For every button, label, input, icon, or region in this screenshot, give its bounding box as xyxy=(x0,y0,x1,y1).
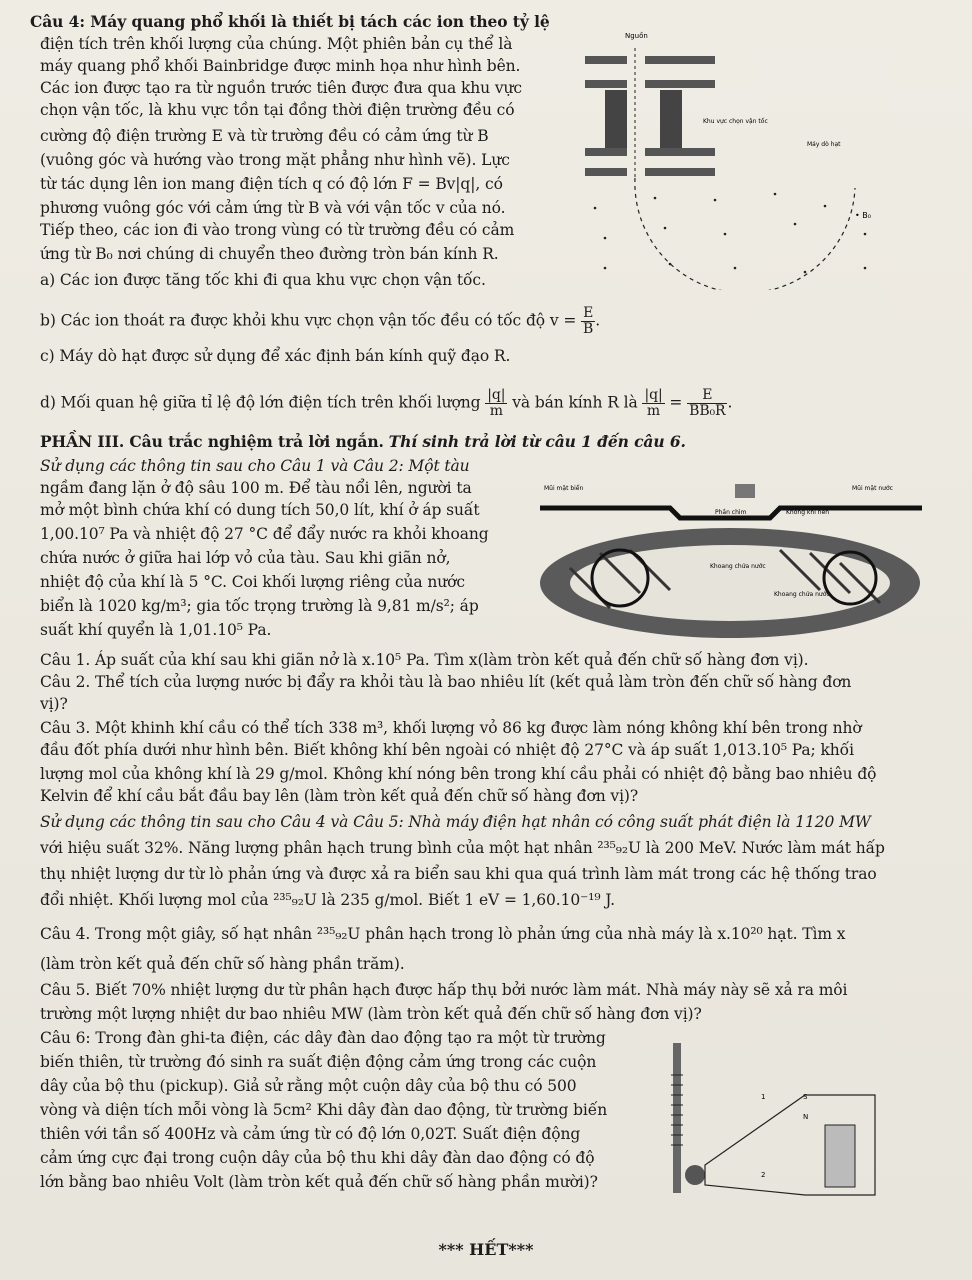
plate xyxy=(645,80,715,88)
sub-label-tank: Khoang chứa nước xyxy=(710,563,766,570)
fig-label-n: N xyxy=(803,1113,809,1121)
plate xyxy=(645,168,715,176)
guitar-string xyxy=(673,1043,681,1193)
q4-option-c: c) Máy dò hạt được sử dụng để xác định bán kính quỹ đạo R. xyxy=(40,347,511,365)
fig-b0-label: • B₀ xyxy=(855,211,871,220)
sub-label-water: Mũi mặt nước xyxy=(852,485,893,492)
q4-line-6: cường độ điện trường E và từ trường đều có cảm ứng từ B xyxy=(40,127,489,145)
q5-line-2: trường một lượng nhiệt dư bao nhiêu MW (làm tròn kết quả đến chữ số hàng đơn vị)? xyxy=(40,1005,702,1023)
info12-line-8: suất khí quyển là 1,01.10⁵ Pa. xyxy=(40,621,272,639)
info45-line-2: với hiệu suất 32%. Năng lượng phân hạch trung bình của một hạt nhân ²³⁵₉₂U là 200 MeV. Nước làm mát hấp xyxy=(40,839,885,857)
plate xyxy=(585,168,627,176)
q4-line-2: điện tích trên khối lượng của chúng. Một phiên bản cụ thể là xyxy=(40,35,513,53)
q6-line-4: vòng và diện tích mỗi vòng là 5cm² Khi dây đàn dao động, từ trường biến xyxy=(40,1101,608,1119)
q6-line-6: cảm ứng cực đại trong cuộn dây của bộ thu khi dây đàn dao động có độ xyxy=(40,1149,595,1167)
sub-label-hull: Phần chìm xyxy=(715,509,747,516)
selector-plate-right xyxy=(660,90,682,148)
sub-label-air: Không khí nén xyxy=(786,509,830,516)
q4-line-11: ứng từ B₀ nơi chúng di chuyển theo đường tròn bán kính R. xyxy=(40,245,499,263)
q4-line-9: phương vuông góc với cảm ứng từ B và với vận tốc v của nó. xyxy=(40,199,506,217)
info45-line-1: Sử dụng các thông tin sau cho Câu 4 và Câu 5: Nhà máy điện hạt nhân có công suất phát điện là 1120 MW xyxy=(40,813,871,831)
info45-line-4: đổi nhiệt. Khối lượng mol của ²³⁵₉₂U là 235 g/mol. Biết 1 eV = 1,60.10⁻¹⁹ J. xyxy=(40,891,615,909)
sub-label-sea: Mũi mặt biển xyxy=(544,485,584,492)
fig-source-label: Nguồn xyxy=(625,32,648,40)
info12-line-5: chứa nước ở giữa hai lớp vỏ của tàu. Sau khi giãn nở, xyxy=(40,549,451,567)
q3-line-2: đầu đốt phía dưới như hình bên. Biết không khí bên ngoài có nhiệt độ 27°C và áp suất 1,013.10⁵ Pa; khối xyxy=(40,741,854,759)
q2-line-1: Câu 2. Thể tích của lượng nước bị đẩy ra khỏi tàu là bao nhiêu lít (kết quả làm tròn đến chữ số hàng đơn xyxy=(40,673,852,691)
selector-plate-left xyxy=(605,90,627,148)
q4b-line-2: (làm tròn kết quả đến chữ số hàng phần trăm). xyxy=(40,955,405,973)
plate xyxy=(585,148,627,156)
q4-line-4: Các ion được tạo ra từ nguồn trước tiên được đưa qua khu vực xyxy=(40,79,523,97)
field-dots xyxy=(594,193,867,274)
q5-line-1: Câu 5. Biết 70% nhiệt lượng dư từ phân hạch được hấp thụ bởi nước làm mát. Nhà máy này sẽ xả ra môi xyxy=(40,981,848,999)
q4-line-10: Tiếp theo, các ion đi vào trong vùng có từ trường đều có cảm xyxy=(40,221,515,239)
q2-line-2: vị)? xyxy=(40,695,68,713)
plate xyxy=(645,56,715,64)
plate xyxy=(585,56,627,64)
frac-den: B xyxy=(583,321,594,337)
mass-spectrometer-figure xyxy=(565,28,915,290)
info12-line-6: nhiệt độ của khí là 5 °C. Coi khối lượng riêng của nước xyxy=(40,573,465,591)
guitar-pickup-figure xyxy=(665,1035,900,1205)
q4-line-1: Câu 4: Máy quang phổ khối là thiết bị tách các ion theo tỷ lệ xyxy=(30,12,550,31)
q3-line-3: lượng mol của không khí là 29 g/mol. Không khí nóng bên trong khí cầu phải có nhiệt độ bằng bao nhiêu độ xyxy=(40,765,877,783)
q3-line-1: Câu 3. Một khinh khí cầu có thể tích 338 m³, khối lượng vỏ 86 kg được làm nóng không khí bên trong nhờ xyxy=(40,719,862,737)
fig-label-2: 2 xyxy=(761,1171,766,1179)
valve-icon xyxy=(735,484,755,498)
plate xyxy=(645,148,715,156)
info12-line-1: Sử dụng các thông tin sau cho Câu 1 và Câu 2: Một tàu xyxy=(40,457,470,475)
pickup-coil xyxy=(825,1125,855,1187)
q4b-line-1: Câu 4. Trong một giây, số hạt nhân ²³⁵₉₂U phân hạch trong lò phản ứng của nhà máy là x.10²⁰ hạt. Tìm x xyxy=(40,925,846,943)
q6-line-7: lớn bằng bao nhiêu Volt (làm tròn kết quả đến chữ số hàng phần mười)? xyxy=(40,1173,598,1191)
pickup-head-icon xyxy=(685,1165,705,1185)
q4-line-7: (vuông góc và hướng vào trong mặt phẳng như hình vẽ). Lực xyxy=(40,151,510,169)
part3-heading: PHẦN III. Câu trắc nghiệm trả lời ngắn. Thí sinh trả lời từ câu 1 đến câu 6. xyxy=(40,432,686,451)
fig-label-s: S xyxy=(803,1093,808,1101)
q4-line-3: máy quang phổ khối Bainbridge được minh họa như hình bên. xyxy=(40,57,521,75)
q3-line-4: Kelvin để khí cầu bắt đầu bay lên (làm tròn kết quả đến chữ số hàng đơn vị)? xyxy=(40,787,639,805)
info12-line-7: biển là 1020 kg/m³; gia tốc trọng trường là 9,81 m/s²; áp xyxy=(40,597,479,615)
q4-option-b: b) Các ion thoát ra được khỏi khu vực chọn vận tốc đều có tốc độ v = $\frac{E}{B}$ . xyxy=(40,305,601,337)
fig-detector-label: Máy dò hạt xyxy=(807,141,841,148)
q4-option-a: a) Các ion được tăng tốc khi đi qua khu vực chọn vận tốc. xyxy=(40,271,486,289)
q6-line-5: thiên với tần số 400Hz và cảm ứng từ có độ lớn 0,02T. Suất điện động xyxy=(40,1125,581,1143)
end-marker: *** HẾT*** xyxy=(438,1240,534,1259)
info12-line-4: 1,00.10⁷ Pa và nhiệt độ 27 °C để đẩy nước ra khỏi khoang xyxy=(40,525,489,543)
fig-selector-label: Khu vực chọn vận tốc xyxy=(703,118,768,125)
q4-line-8: từ tác dụng lên ion mang điện tích q có độ lớn F = Bv|q|, có xyxy=(40,175,503,193)
q4-line-5: chọn vận tốc, là khu vực tồn tại đồng thời điện trường đều có xyxy=(40,101,515,119)
q1: Câu 1. Áp suất của khí sau khi giãn nở là x.10⁵ Pa. Tìm x(làm tròn kết quả đến chữ số hàng đơn vị). xyxy=(40,651,809,669)
info45-line-3: thụ nhiệt lượng dư từ lò phản ứng và được xả ra biển sau khi qua quá trình làm mát trong các hệ thống trao xyxy=(40,865,877,883)
q6-line-1: Câu 6: Trong đàn ghi-ta điện, các dây đàn dao động tạo ra một từ trường xyxy=(40,1029,606,1047)
info12-line-2: ngầm đang lặn ở độ sâu 100 m. Để tàu nổi lên, người ta xyxy=(40,479,472,497)
submarine-figure xyxy=(530,478,930,648)
plate xyxy=(585,80,627,88)
q4-option-d: d) Mối quan hệ giữa tỉ lệ độ lớn điện tích trên khối lượng $\frac{|q|}{m}$ và bán kính R là $\frac{|q|}{m}$ = $\frac{E}{\text{BB₀R}}$ . xyxy=(40,387,733,419)
ion-path-arc xyxy=(635,178,855,290)
info12-line-3: mở một bình chứa khí có dung tích 50,0 lít, khí ở áp suất xyxy=(40,501,480,519)
q6-line-3: dây của bộ thu (pickup). Giả sử rằng một cuộn dây của bộ thu có 500 xyxy=(40,1077,577,1095)
sub-label-tank-2: Khoang chứa nước xyxy=(774,591,830,598)
q6-line-2: biến thiên, từ trường đó sinh ra suất điện động cảm ứng trong các cuộn xyxy=(40,1053,597,1071)
fig-label-1: 1 xyxy=(761,1093,766,1101)
frac-num: E xyxy=(581,306,595,322)
